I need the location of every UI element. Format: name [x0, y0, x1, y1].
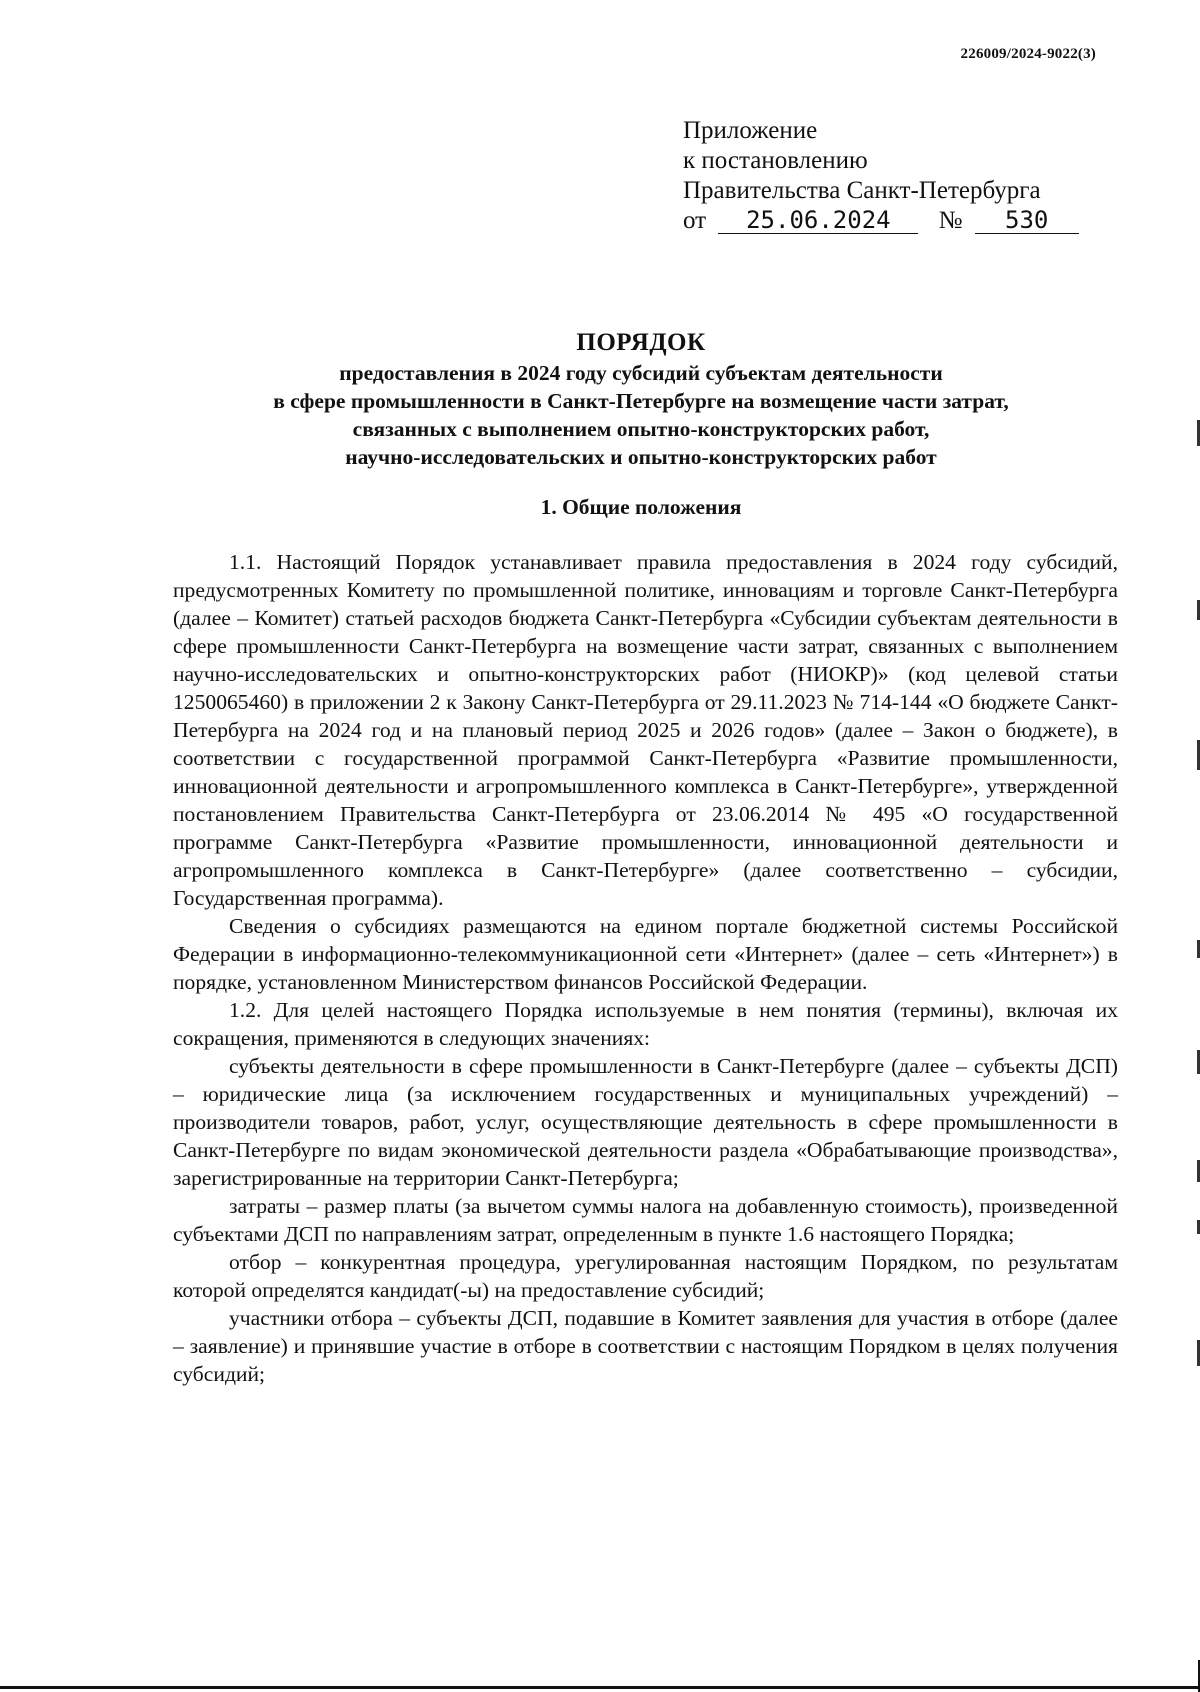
title-sub-3: связанных с выполнением опытно-конструкторских работ,	[352, 417, 930, 441]
document-title	[173, 327, 1109, 471]
paragraph-term-selection: отбор – конкурентная процедура, урегулированная настоящим Порядком, по результатам которой определятся кандидат(-ы) на предоставление субсидий;	[173, 1250, 1118, 1302]
appendix-block	[683, 116, 1079, 236]
resolution-date: 25.06.2024	[718, 207, 918, 234]
paragraph-1-1: 1.1. Настоящий Порядок устанавливает правила предоставления в 2024 году субсидий, предусмотренных Комитету по промышленной политике, инновациям и торговле Санкт-Петербурга (далее – Комитет) статьей расходов бюджета Санкт-Петербурга «Субсидии субъектам деятельности в сфере промышленности Санкт-Петербурга на возмещение части затрат, связанных с выполнением научно-исследовательских и опытно-конструкторских работ (НИОКР)» (код целевой статьи 1250065460) в приложении 2 к Закону Санкт-Петербурга от 29.11.2023 № 714-144 «О бюджете Санкт-Петербурга на 2024 год и на плановый период 2025 и 2026 годов» (далее – Закон о бюджете), в соответствии с государственной программой Санкт-Петербурга «Развитие промышленности, инновационной деятельности и агропромышленного комплекса в Санкт-Петербурге», утвержденной постановлением Правительства Санкт-Петербурга от 23.06.2014 № 495 «О государственной программе Санкт-Петербурга «Развитие промышленности, инновационной деятельности и агропромышленного комплекса в Санкт-Петербурге» (далее соответственно – субсидии, Государственная программа).	[173, 550, 1118, 910]
paragraph-term-costs: затраты – размер платы (за вычетом суммы налога на добавленную стоимость), произведенной субъектами ДСП по направлениям затрат, определенным в пункте 1.6 настоящего Порядка;	[173, 1194, 1118, 1246]
title-sub-2: в сфере промышленности в Санкт-Петербурге на возмещение части затрат,	[273, 389, 1009, 413]
title-main: ПОРЯДОК	[576, 329, 706, 356]
title-sub-1: предоставления в 2024 году субсидий субъектам деятельности	[339, 361, 943, 385]
section-heading: 1. Общие положения	[540, 495, 742, 519]
paragraph-term-participants: участники отбора – субъекты ДСП, подавшие в Комитет заявления для участия в отборе (далее – заявление) и принявшие участие в отборе в соответствии с настоящим Порядком в целях получения субсидий;	[173, 1306, 1118, 1386]
paragraph-subsidy-info: Сведения о субсидиях размещаются на едином портале бюджетной системы Российской Федерации в информационно-телекоммуникационной сети «Интернет» (далее – сеть «Интернет») в порядке, установленном Министерством финансов Российской Федерации.	[173, 914, 1118, 994]
resolution-number: 530	[975, 207, 1079, 234]
paragraph-1-2: 1.2. Для целей настоящего Порядка используемые в нем понятия (термины), включая их сокращения, применяются в следующих значениях:	[173, 998, 1118, 1050]
from-label: от	[683, 207, 707, 234]
appendix-line-2: к постановлению	[683, 147, 868, 174]
appendix-line-1: Приложение	[683, 117, 818, 144]
document-id: 226009/2024-9022(3)	[960, 46, 1096, 62]
scan-bottom-edge	[0, 1686, 1200, 1689]
appendix-line-3: Правительства Санкт-Петербурга	[683, 177, 1041, 204]
document-body	[173, 548, 1118, 1388]
number-label: №	[938, 207, 963, 234]
title-sub-4: научно-исследовательских и опытно-конструкторских работ	[345, 445, 937, 469]
appendix-date-line	[683, 206, 1079, 236]
scan-edge-marks	[1196, 40, 1200, 1660]
paragraph-term-subjects: субъекты деятельности в сфере промышленности в Санкт-Петербурге (далее – субъекты ДСП) – юридические лица (за исключением государственных и муниципальных учреждений) – производители товаров, работ, услуг, осуществляющие деятельность в сфере промышленности в Санкт-Петербурге по видам экономической деятельности раздела «Обрабатывающие производства», зарегистрированные на территории Санкт-Петербурга;	[173, 1054, 1118, 1190]
